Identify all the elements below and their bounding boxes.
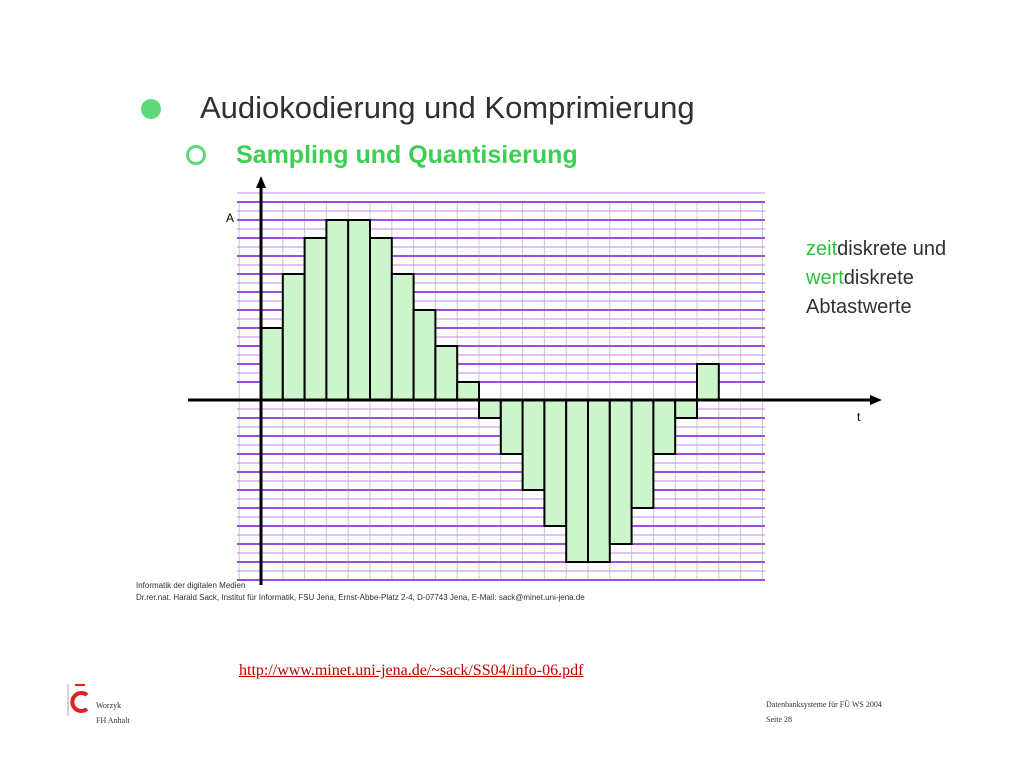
footer-author [96, 698, 130, 728]
slide-subheading: Sampling und Quantisierung [236, 141, 578, 169]
caption-line1-rest: diskrete und [837, 238, 947, 260]
fh-anhalt-logo-icon [67, 682, 91, 718]
sample-bar [261, 328, 283, 400]
y-axis-arrow [256, 176, 266, 188]
sample-bar [435, 346, 457, 400]
credits-line1: Informatik der digitalen Medien [136, 581, 246, 590]
sample-bar [326, 220, 348, 400]
sample-bar [675, 400, 697, 418]
caption-wert: wert [806, 267, 844, 289]
caption-zeit: zeit [806, 238, 838, 260]
caption-line3: Abtastwerte [806, 296, 912, 318]
sample-bar [370, 238, 392, 400]
author-institution: FH Anhalt [96, 716, 130, 725]
sample-bar [305, 238, 327, 400]
sample-bar [348, 220, 370, 400]
image-credits [136, 580, 585, 604]
sample-bar [414, 310, 436, 400]
page-number: Seite 28 [766, 715, 792, 724]
author-name: Worzyk [96, 701, 122, 710]
x-axis-label: t [857, 410, 861, 424]
caption-line2-rest: diskrete [843, 267, 914, 289]
sample-bar [523, 400, 545, 490]
sample-bar [566, 400, 588, 562]
sample-bar [457, 382, 479, 400]
credits-line2: Dr.rer.nat. Harald Sack, Institut für Informatik, FSU Jena, Ernst-Abbe-Platz 2-4, D-07743 Jena, E-Mail: sack@minet.uni-jena.de [136, 593, 585, 602]
sample-bar [544, 400, 566, 526]
course-title: Datenbanksysteme für FÜ WS 2004 [766, 700, 882, 709]
sample-bar [610, 400, 632, 544]
sample-bar [632, 400, 654, 508]
chart-caption [806, 235, 946, 322]
source-link[interactable]: http://www.minet.uni-jena.de/~sack/SS04/info-06.pdf [239, 662, 584, 679]
sample-bar [392, 274, 414, 400]
footer-course-info [766, 697, 882, 727]
sample-bar [588, 400, 610, 562]
slide-heading: Audiokodierung und Komprimierung [200, 90, 695, 125]
sample-bar [653, 400, 675, 454]
sample-bar [697, 364, 719, 400]
sample-bar [283, 274, 305, 400]
x-axis-arrow [870, 395, 882, 405]
sample-bar [479, 400, 501, 418]
y-axis-label: A [226, 211, 235, 225]
sample-bar [501, 400, 523, 454]
